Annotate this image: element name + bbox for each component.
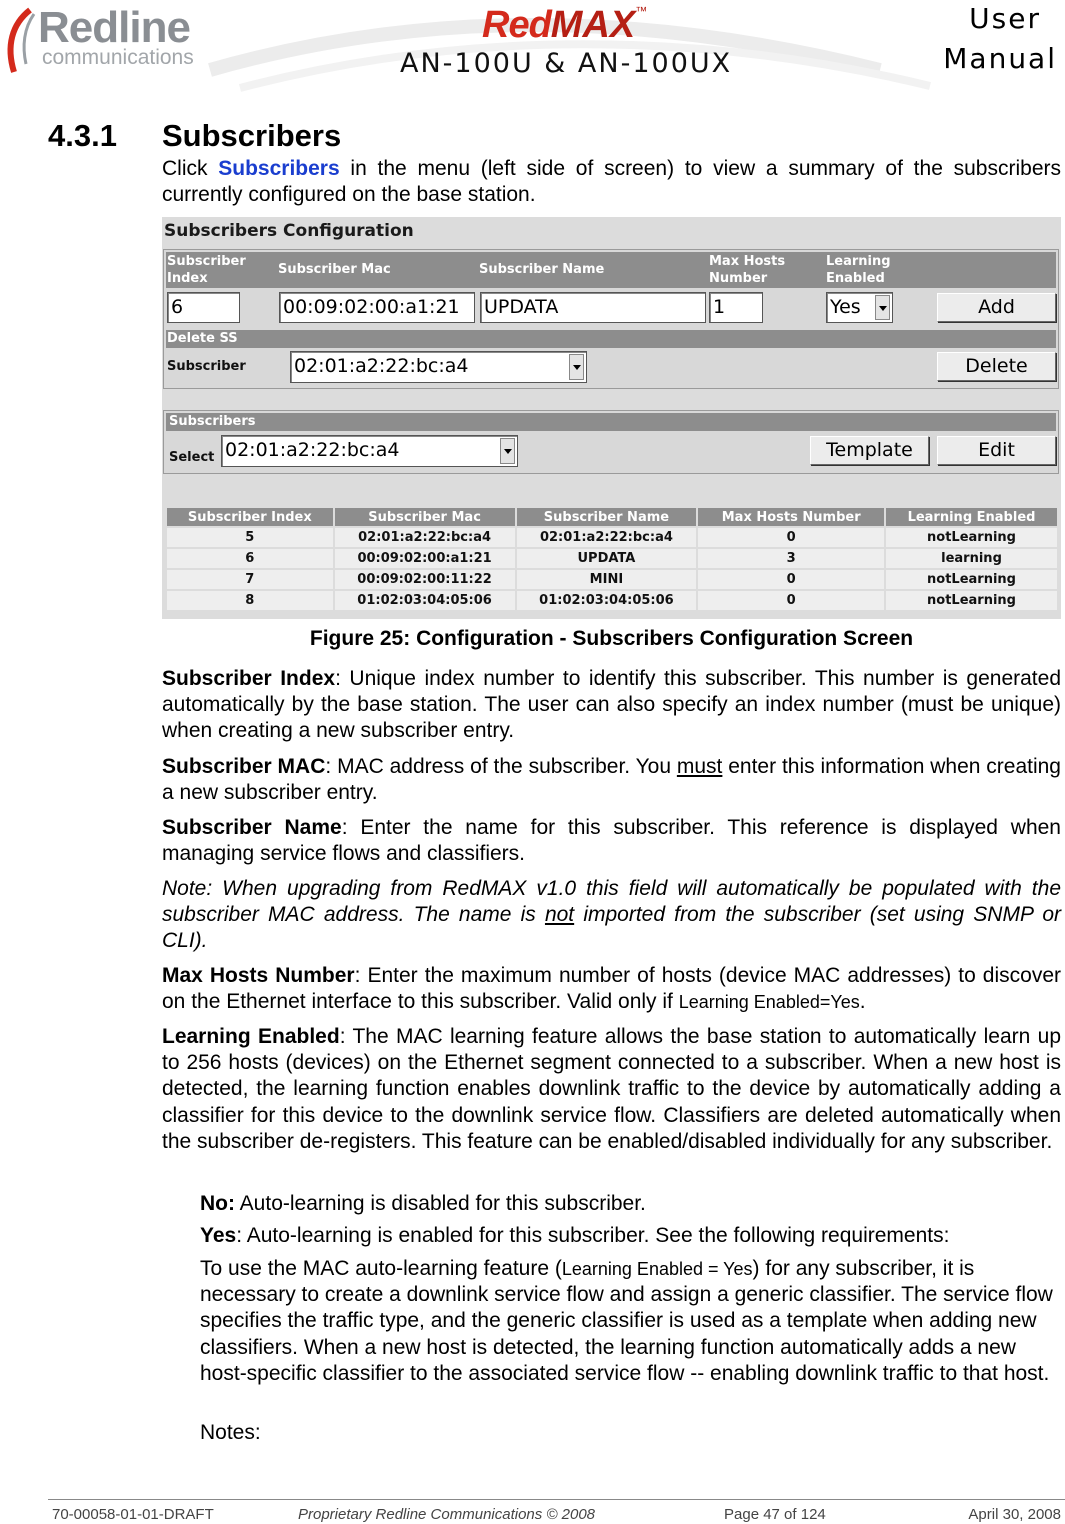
th-max-hosts: Max Hosts Number — [698, 508, 884, 526]
footer-page: Page 47 of 124 — [724, 1506, 826, 1523]
section-number: 4.3.1 — [48, 118, 117, 153]
subscribers-link[interactable]: Subscribers — [218, 157, 340, 180]
redmax-trademark: ™ — [635, 4, 648, 18]
table-row — [167, 549, 1057, 568]
req-post: ) for any subscriber, it is necessary to create a downlink service flow and assign a generic classifier. The service flow specifies the traffic type, and the generic classifier is used as a template when adding new classifiers. When a new host is detected, the learning function automatically adds a new host-specific classifier to the associated service flow -- enabling downlink traffic to that host. — [200, 1257, 1053, 1385]
cell: 02:01:a2:22:bc:a4 — [517, 528, 697, 547]
text-yes: : Auto-learning is enabled for this subscriber. See the following requirements: — [236, 1224, 950, 1247]
cell: 02:01:a2:22:bc:a4 — [335, 528, 515, 547]
cell: 01:02:03:04:05:06 — [517, 591, 697, 610]
cell: 7 — [167, 570, 333, 589]
chevron-down-icon[interactable] — [875, 295, 890, 320]
cell: UPDATA — [517, 549, 697, 568]
th-subscriber-name: Subscriber Name — [517, 508, 697, 526]
table-row — [167, 591, 1057, 610]
req-pre: To use the MAC auto-learning feature ( — [200, 1257, 562, 1280]
learning-enabled-value: Yes — [830, 296, 861, 318]
cell: learning — [886, 549, 1057, 568]
intro-pre: Click — [162, 157, 219, 180]
col-mac: Subscriber Mac — [278, 262, 391, 277]
col-name: Subscriber Name — [479, 262, 605, 277]
term-subscriber-name: Subscriber Name — [162, 816, 342, 839]
subscribers-bar-label: Subscribers — [169, 414, 256, 429]
doc-type-manual: Manual — [943, 42, 1057, 75]
text-mac-post: enter this information when creating a new subscriber entry. — [162, 755, 1061, 805]
para-no — [200, 1191, 1060, 1217]
term-yes: Yes — [200, 1224, 237, 1247]
chevron-down-icon[interactable] — [500, 438, 515, 464]
product-model: AN-100U & AN-100UX — [400, 48, 733, 79]
add-button[interactable]: Add — [937, 293, 1056, 322]
text-subscriber-index: : Unique index number to identify this subscriber. This number is generated automatically by the base station. The user can also specify an index number (must be unique) when creating a new subscriber entry. — [162, 667, 1061, 743]
cell: 8 — [167, 591, 333, 610]
subscriber-label: Subscriber — [167, 359, 246, 374]
subscribers-config-screenshot — [162, 217, 1061, 619]
cell: 00:09:02:00:a1:21 — [335, 549, 515, 568]
redline-wordmark: Redline — [38, 3, 190, 52]
footer-copyright: Proprietary Redline Communications © 2008 — [298, 1506, 596, 1523]
learning-enabled-select[interactable] — [826, 292, 893, 323]
delete-ss-label: Delete SS — [167, 331, 238, 346]
para-learning-enabled — [162, 1024, 1061, 1155]
term-no: No: — [200, 1192, 235, 1215]
col-max-l1: Max Hosts — [709, 254, 786, 269]
term-subscriber-mac: Subscriber MAC — [162, 755, 326, 778]
delete-subscriber-select[interactable] — [290, 351, 587, 383]
subscribers-table — [165, 506, 1059, 612]
cell: 6 — [167, 549, 333, 568]
term-learning-enabled: Learning Enabled — [162, 1025, 340, 1048]
figure-title: Subscribers Configuration — [164, 221, 414, 241]
subscriber-name-input[interactable]: UPDATA — [480, 292, 706, 323]
cell: notLearning — [886, 528, 1057, 547]
subscribers-bar — [166, 413, 1056, 431]
cell: 5 — [167, 528, 333, 547]
text-no: Auto-learning is disabled for this subscriber. — [235, 1192, 646, 1215]
intro-paragraph — [162, 156, 1061, 208]
template-button[interactable]: Template — [810, 436, 929, 465]
cell: 0 — [698, 528, 884, 547]
note-not: not — [544, 903, 575, 927]
th-subscriber-index: Subscriber Index — [167, 508, 333, 526]
page-header — [0, 0, 1065, 92]
subscriber-mac-input[interactable]: 00:09:02:00:a1:21 — [279, 292, 475, 323]
config-header-bar — [166, 252, 1056, 288]
col-learn-l1: Learning — [826, 254, 891, 269]
figure-caption: Figure 25: Configuration - Subscribers Configuration Screen — [309, 627, 914, 650]
doc-type-user: User — [969, 2, 1041, 35]
table-row — [167, 528, 1057, 547]
cell: 0 — [698, 591, 884, 610]
th-learning-enabled: Learning Enabled — [886, 508, 1057, 526]
table-header-row — [167, 508, 1057, 526]
col-index-l2: Index — [167, 271, 208, 286]
max-hosts-input[interactable]: 1 — [709, 292, 763, 323]
text-mac-pre: : MAC address of the subscriber. You — [325, 755, 677, 778]
redmax-logo — [482, 4, 647, 44]
cell: 0 — [698, 570, 884, 589]
text-max-hosts: : Enter the maximum number of hosts (device MAC addresses) to discover on the Ethernet interface to this subscriber. Valid only if — [162, 964, 1061, 1014]
col-max-l2: Number — [709, 271, 768, 286]
cell: 3 — [698, 549, 884, 568]
req-condition: Learning Enabled = Yes — [561, 1259, 753, 1279]
footer-doc-id: 70-00058-01-01-DRAFT — [52, 1506, 214, 1523]
para-note — [162, 876, 1061, 955]
cell: 01:02:03:04:05:06 — [335, 591, 515, 610]
col-learn-l2: Enabled — [826, 271, 885, 286]
section-title: Subscribers — [162, 118, 342, 153]
delete-select-value: 02:01:a2:22:bc:a4 — [294, 355, 469, 377]
subscribers-select-panel — [163, 410, 1059, 474]
text-mac-must: must — [676, 755, 723, 778]
note-pre: Note: When upgrading from RedMAX v1.0 this field will automatically be populated with the subscriber MAC address. The name is — [162, 877, 1061, 927]
cell: notLearning — [886, 570, 1057, 589]
redline-logo — [4, 4, 214, 76]
select-label: Select — [169, 450, 215, 465]
col-index-l1: Subscriber — [167, 254, 246, 269]
redmax-red: Red — [482, 4, 551, 46]
config-panel — [163, 249, 1059, 389]
table-row — [167, 570, 1057, 589]
notes-label: Notes: — [200, 1421, 261, 1444]
cell: 00:09:02:00:11:22 — [335, 570, 515, 589]
term-subscriber-index: Subscriber Index — [162, 667, 336, 690]
th-subscriber-mac: Subscriber Mac — [335, 508, 515, 526]
para-subscriber-name — [162, 815, 1061, 867]
text-max-hosts-condition: Learning Enabled=Yes — [678, 992, 860, 1013]
delete-button[interactable]: Delete — [937, 352, 1056, 381]
redmax-max: MAX — [550, 4, 636, 46]
cell: notLearning — [886, 591, 1057, 610]
text-subscriber-name: : Enter the name for this subscriber. This reference is displayed when managing service flows and classifiers. — [162, 816, 1061, 866]
para-max-hosts — [162, 963, 1061, 1015]
delete-ss-bar — [166, 330, 1056, 348]
subscriber-select-value: 02:01:a2:22:bc:a4 — [225, 439, 400, 461]
cell: MINI — [517, 570, 697, 589]
term-max-hosts: Max Hosts Number — [162, 964, 355, 987]
intro-post: in the menu (left side of screen) to view a summary of the subscribers currently configured on the base station. — [162, 157, 1061, 207]
chevron-down-icon[interactable] — [569, 354, 584, 380]
subscriber-index-input[interactable]: 6 — [167, 292, 240, 323]
subscriber-select[interactable] — [221, 435, 518, 467]
para-subscriber-mac — [162, 754, 1061, 806]
text-learning-enabled: : The MAC learning feature allows the base station to automatically learn up to 256 hosts (devices) on the Ethernet segment connected to a subscriber. When a new host is detected, the learning function enables downlink traffic to the device by automatically adding a classifier for this device to the downlink service flow. Classifiers are deleted automatically when the subscriber de-registers. This feature can be enabled/disabled individually for any subscriber. — [162, 1025, 1061, 1153]
para-requirements — [200, 1256, 1060, 1387]
para-yes — [200, 1223, 1060, 1249]
note-post: imported from the subscriber (set using SNMP or CLI). — [162, 903, 1062, 953]
footer-divider — [48, 1499, 1065, 1500]
para-subscriber-index — [162, 666, 1061, 745]
footer-date: April 30, 2008 — [968, 1506, 1061, 1523]
edit-button[interactable]: Edit — [937, 436, 1056, 465]
redline-subtitle: communications — [42, 46, 194, 69]
text-max-hosts-end: . — [859, 990, 866, 1014]
